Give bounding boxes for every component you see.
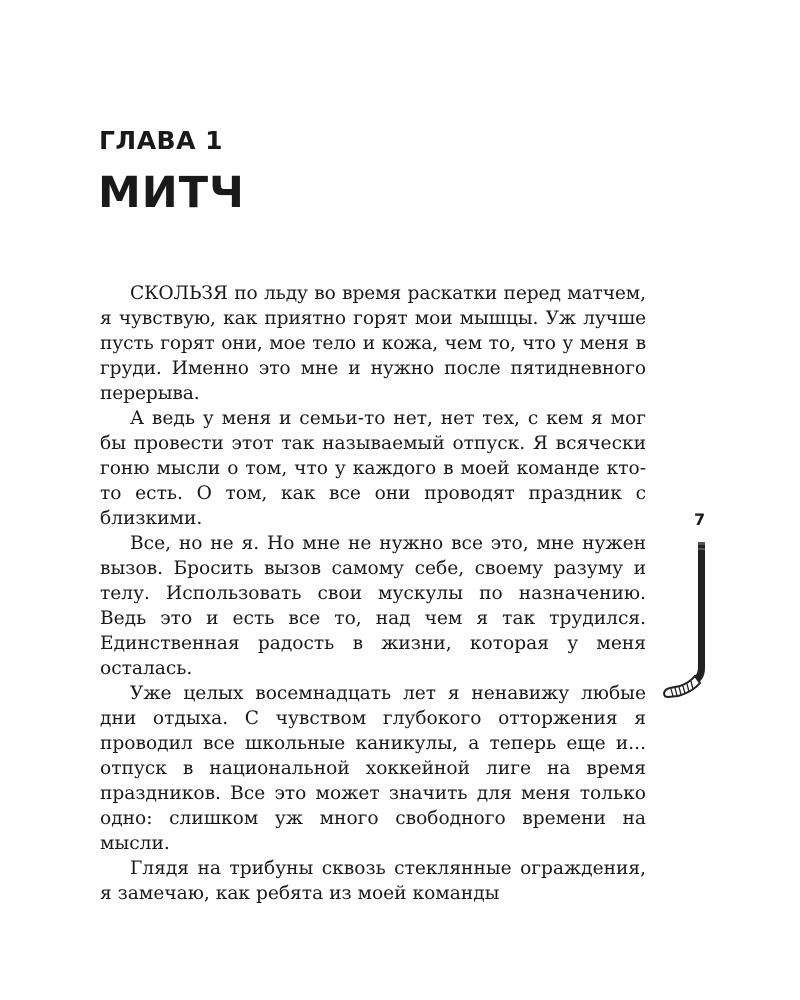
hockey-stick-icon [662, 540, 710, 698]
chapter-title: МИТЧ [98, 168, 245, 218]
chapter-label: ГЛАВА 1 [99, 126, 224, 155]
paragraph: Все, но не я. Но мне не нужно все это, мне нужен вызов. Бросить вызов самому себе, своему разуму и телу. Использовать свои мускулы по назначению. Ведь это и есть все то, над чем я так трудился. Единственная радость в жизни, которая у меня осталась. [100, 533, 646, 679]
paragraph: СКОЛЬЗЯ по льду во время раскатки перед матчем, я чувствую, как приятно горят мои мышцы. Уж лучше пусть горят они, мое тело и кожа, чем то, что у меня в груди. Именно это мне и нужно после пятидневного перерыва. [100, 283, 646, 404]
body-text [100, 281, 646, 906]
paragraph: Уже целых восемнадцать лет я ненавижу любые дни отдыха. С чувством глубокого отторжения я проводил все школьные каникулы, а теперь еще и... отпуск в национальной хоккейной лиге на время праздников. Все это может значить для меня только одно: слишком уж много свободного времени на мысли. [100, 683, 646, 854]
page-number: 7 [694, 510, 706, 529]
paragraph: Глядя на трибуны сквозь стеклянные ограждения, я замечаю, как ребята из моей команды [100, 858, 646, 904]
paragraph: А ведь у меня и семьи-то нет, нет тех, с кем я мог бы провести этот так называемый отпуск. Я всячески гоню мысли о том, что у каждого в моей команде кто-то есть. О том, как все они проводят праздник с близкими. [100, 408, 646, 529]
